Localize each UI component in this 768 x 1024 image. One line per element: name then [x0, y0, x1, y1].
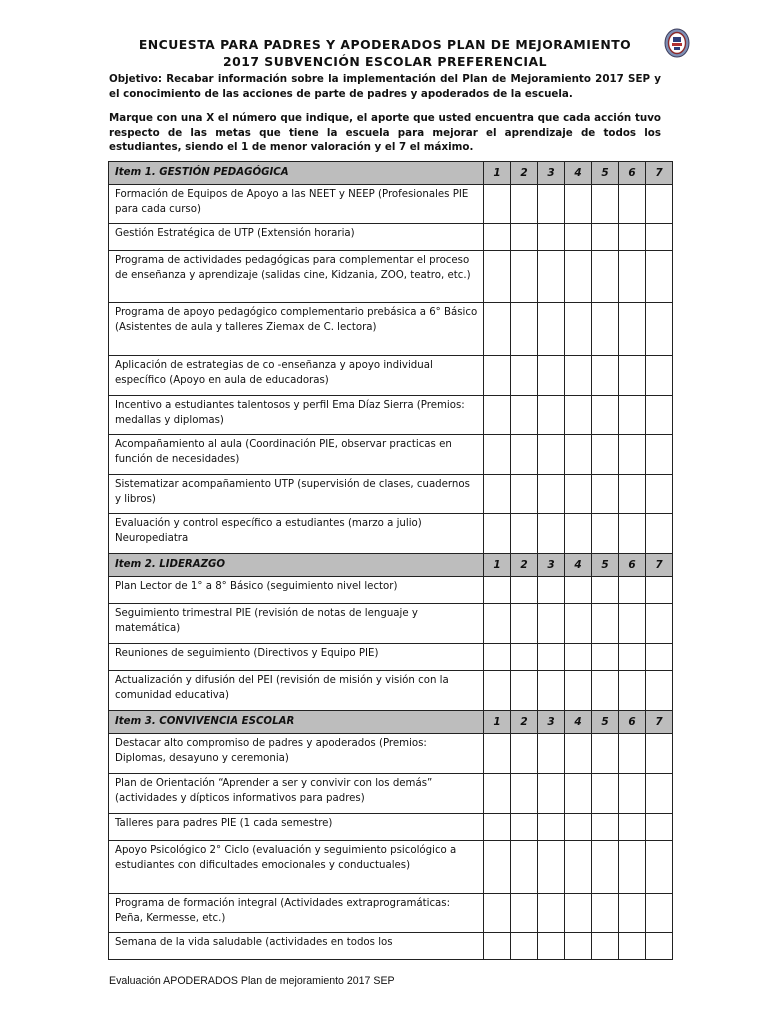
- survey-item-row: [109, 185, 673, 224]
- rating-cell-6[interactable]: [619, 356, 646, 396]
- title-line-1: ENCUESTA PARA PADRES Y APODERADOS PLAN DE MEJORAMIENTO: [138, 37, 632, 52]
- rating-cell-2[interactable]: [511, 185, 538, 224]
- rating-cell-4[interactable]: [565, 185, 592, 224]
- scale-header-5: 5: [592, 162, 619, 185]
- rating-cell-5[interactable]: [592, 185, 619, 224]
- survey-item-row: [109, 514, 673, 554]
- survey-item-label: Programa de apoyo pedagógico complementario prebásica a 6° Básico (Asistentes de aula y talleres Ziemax de C. lectora): [109, 303, 484, 356]
- survey-item-label: Talleres para padres PIE (1 cada semestre): [109, 814, 484, 841]
- rating-cell-6[interactable]: [619, 671, 646, 711]
- rating-cell-1[interactable]: [484, 185, 511, 224]
- rating-cell-1[interactable]: [484, 814, 511, 841]
- survey-item-label: Formación de Equipos de Apoyo a las NEET y NEEP (Profesionales PIE para cada curso): [109, 185, 484, 224]
- rating-cell-2[interactable]: [511, 251, 538, 303]
- rating-cell-6[interactable]: [619, 814, 646, 841]
- survey-item-label: Seguimiento trimestral PIE (revisión de notas de lenguaje y matemática): [109, 604, 484, 644]
- survey-item-row: [109, 894, 673, 933]
- survey-item-row: [109, 814, 673, 841]
- survey-item-row: [109, 435, 673, 475]
- rating-cell-5[interactable]: [592, 435, 619, 475]
- rating-cell-4[interactable]: [565, 356, 592, 396]
- survey-item-row: [109, 396, 673, 435]
- survey-item-row: [109, 303, 673, 356]
- footer-text: Evaluación APODERADOS Plan de mejoramiento 2017 SEP: [109, 975, 395, 987]
- rating-cell-3[interactable]: [538, 841, 565, 894]
- rating-cell-7[interactable]: [646, 224, 673, 251]
- rating-cell-2[interactable]: [511, 671, 538, 711]
- rating-cell-5[interactable]: [592, 303, 619, 356]
- section-header-row: [109, 554, 673, 577]
- survey-item-label: Reuniones de seguimiento (Directivos y Equipo PIE): [109, 644, 484, 671]
- rating-cell-2[interactable]: [511, 774, 538, 814]
- scale-header-4: 4: [565, 554, 592, 577]
- rating-cell-3[interactable]: [538, 774, 565, 814]
- rating-cell-4[interactable]: [565, 251, 592, 303]
- rating-cell-4[interactable]: [565, 604, 592, 644]
- rating-cell-7[interactable]: [646, 514, 673, 554]
- rating-cell-2[interactable]: [511, 644, 538, 671]
- rating-cell-3[interactable]: [538, 644, 565, 671]
- rating-cell-1[interactable]: [484, 475, 511, 514]
- rating-cell-7[interactable]: [646, 185, 673, 224]
- survey-item-row: [109, 251, 673, 303]
- rating-cell-7[interactable]: [646, 814, 673, 841]
- rating-cell-7[interactable]: [646, 396, 673, 435]
- survey-item-label: Evaluación y control específico a estudiantes (marzo a julio) Neuropediatra: [109, 514, 484, 554]
- rating-cell-7[interactable]: [646, 577, 673, 604]
- school-crest-icon: [664, 28, 690, 58]
- rating-cell-2[interactable]: [511, 435, 538, 475]
- scale-header-3: 3: [538, 711, 565, 734]
- rating-cell-1[interactable]: [484, 435, 511, 475]
- survey-table: [108, 161, 673, 960]
- survey-item-label: Apoyo Psicológico 2° Ciclo (evaluación y seguimiento psicológico a estudiantes con dificultades emocionales y conductuales): [109, 841, 484, 894]
- rating-cell-4[interactable]: [565, 734, 592, 774]
- rating-cell-2[interactable]: [511, 356, 538, 396]
- rating-cell-7[interactable]: [646, 894, 673, 933]
- rating-cell-4[interactable]: [565, 435, 592, 475]
- survey-item-label: Acompañamiento al aula (Coordinación PIE, observar practicas en función de necesidades): [109, 435, 484, 475]
- scale-header-3: 3: [538, 554, 565, 577]
- rating-cell-3[interactable]: [538, 356, 565, 396]
- rating-cell-1[interactable]: [484, 604, 511, 644]
- survey-item-row: [109, 774, 673, 814]
- scale-header-2: 2: [511, 554, 538, 577]
- rating-cell-3[interactable]: [538, 303, 565, 356]
- rating-cell-2[interactable]: [511, 894, 538, 933]
- survey-item-row: [109, 475, 673, 514]
- rating-cell-2[interactable]: [511, 734, 538, 774]
- rating-cell-3[interactable]: [538, 224, 565, 251]
- rating-cell-6[interactable]: [619, 435, 646, 475]
- rating-cell-6[interactable]: [619, 251, 646, 303]
- rating-cell-3[interactable]: [538, 185, 565, 224]
- scale-header-1: 1: [484, 162, 511, 185]
- rating-cell-5[interactable]: [592, 514, 619, 554]
- rating-cell-7[interactable]: [646, 435, 673, 475]
- survey-item-row: [109, 734, 673, 774]
- rating-cell-2[interactable]: [511, 475, 538, 514]
- rating-cell-6[interactable]: [619, 514, 646, 554]
- scale-header-2: 2: [511, 711, 538, 734]
- rating-cell-4[interactable]: [565, 841, 592, 894]
- rating-cell-1[interactable]: [484, 734, 511, 774]
- survey-item-row: [109, 356, 673, 396]
- rating-cell-4[interactable]: [565, 933, 592, 960]
- rating-cell-7[interactable]: [646, 356, 673, 396]
- rating-cell-1[interactable]: [484, 577, 511, 604]
- rating-cell-2[interactable]: [511, 303, 538, 356]
- rating-cell-3[interactable]: [538, 475, 565, 514]
- rating-cell-3[interactable]: [538, 251, 565, 303]
- scale-header-1: 1: [484, 711, 511, 734]
- section-header-row: [109, 711, 673, 734]
- rating-cell-7[interactable]: [646, 774, 673, 814]
- survey-item-label: Plan Lector de 1° a 8° Básico (seguimiento nivel lector): [109, 577, 484, 604]
- rating-cell-5[interactable]: [592, 356, 619, 396]
- rating-cell-3[interactable]: [538, 894, 565, 933]
- rating-cell-7[interactable]: [646, 734, 673, 774]
- rating-cell-1[interactable]: [484, 356, 511, 396]
- survey-item-row: [109, 224, 673, 251]
- rating-cell-4[interactable]: [565, 475, 592, 514]
- section-header-row: [109, 162, 673, 185]
- rating-cell-5[interactable]: [592, 475, 619, 514]
- rating-cell-2[interactable]: [511, 224, 538, 251]
- rating-cell-3[interactable]: [538, 814, 565, 841]
- survey-item-label: Programa de actividades pedagógicas para complementar el proceso de enseñanza y aprendizaje (salidas cine, Kidzania, ZOO, teatro, etc.): [109, 251, 484, 303]
- rating-cell-4[interactable]: [565, 396, 592, 435]
- rating-cell-4[interactable]: [565, 224, 592, 251]
- rating-cell-5[interactable]: [592, 774, 619, 814]
- survey-item-label: Semana de la vida saludable (actividades en todos los: [109, 933, 484, 960]
- section-title: Item 3. CONVIVENCIA ESCOLAR: [109, 711, 484, 734]
- rating-cell-6[interactable]: [619, 774, 646, 814]
- rating-cell-3[interactable]: [538, 734, 565, 774]
- rating-cell-3[interactable]: [538, 933, 565, 960]
- scale-header-7: 7: [646, 711, 673, 734]
- rating-cell-1[interactable]: [484, 671, 511, 711]
- rating-cell-4[interactable]: [565, 814, 592, 841]
- rating-cell-3[interactable]: [538, 396, 565, 435]
- rating-cell-3[interactable]: [538, 514, 565, 554]
- scale-header-7: 7: [646, 162, 673, 185]
- rating-cell-2[interactable]: [511, 814, 538, 841]
- rating-cell-5[interactable]: [592, 933, 619, 960]
- survey-item-label: Programa de formación integral (Actividades extraprogramáticas: Peña, Kermesse, etc.): [109, 894, 484, 933]
- survey-item-label: Aplicación de estrategias de co -enseñanza y apoyo individual específico (Apoyo en aula de educadoras): [109, 356, 484, 396]
- rating-cell-1[interactable]: [484, 841, 511, 894]
- rating-cell-2[interactable]: [511, 841, 538, 894]
- survey-item-row: [109, 671, 673, 711]
- rating-cell-3[interactable]: [538, 604, 565, 644]
- section-title: Item 1. GESTIÓN PEDAGÓGICA: [109, 162, 484, 185]
- rating-cell-5[interactable]: [592, 814, 619, 841]
- scale-header-5: 5: [592, 554, 619, 577]
- objective-text: Objetivo: Recabar información sobre la implementación del Plan de Mejoramiento 2017 SEP y el conocimiento de las acciones de parte de padres y apoderados de la escuela.: [109, 73, 661, 100]
- rating-cell-6[interactable]: [619, 933, 646, 960]
- rating-cell-1[interactable]: [484, 396, 511, 435]
- rating-cell-4[interactable]: [565, 514, 592, 554]
- rating-cell-4[interactable]: [565, 671, 592, 711]
- survey-item-label: Gestión Estratégica de UTP (Extensión horaria): [109, 224, 484, 251]
- rating-cell-6[interactable]: [619, 303, 646, 356]
- survey-item-row: [109, 644, 673, 671]
- section-title: Item 2. LIDERAZGO: [109, 554, 484, 577]
- rating-cell-6[interactable]: [619, 224, 646, 251]
- rating-cell-1[interactable]: [484, 303, 511, 356]
- scale-header-6: 6: [619, 711, 646, 734]
- rating-cell-7[interactable]: [646, 671, 673, 711]
- rating-cell-2[interactable]: [511, 933, 538, 960]
- rating-cell-1[interactable]: [484, 644, 511, 671]
- instructions-text: Marque con una X el número que indique, el aporte que usted encuentra que cada acción tuvo respecto de las metas que tiene la escuela para mejorar el aprendizaje de todos los estudiantes, siendo el 1 de menor valoración y el 7 el máximo.: [109, 112, 661, 153]
- scale-header-3: 3: [538, 162, 565, 185]
- scale-header-7: 7: [646, 554, 673, 577]
- rating-cell-2[interactable]: [511, 514, 538, 554]
- scale-header-2: 2: [511, 162, 538, 185]
- rating-cell-6[interactable]: [619, 577, 646, 604]
- survey-item-label: Incentivo a estudiantes talentosos y perfil Ema Díaz Sierra (Premios: medallas y diplomas): [109, 396, 484, 435]
- rating-cell-2[interactable]: [511, 396, 538, 435]
- rating-cell-3[interactable]: [538, 671, 565, 711]
- rating-cell-5[interactable]: [592, 671, 619, 711]
- document-title: [95, 36, 675, 70]
- rating-cell-4[interactable]: [565, 894, 592, 933]
- rating-cell-6[interactable]: [619, 475, 646, 514]
- rating-cell-7[interactable]: [646, 604, 673, 644]
- rating-cell-2[interactable]: [511, 604, 538, 644]
- rating-cell-7[interactable]: [646, 644, 673, 671]
- rating-cell-5[interactable]: [592, 894, 619, 933]
- rating-cell-5[interactable]: [592, 577, 619, 604]
- rating-cell-7[interactable]: [646, 933, 673, 960]
- rating-cell-6[interactable]: [619, 734, 646, 774]
- rating-cell-5[interactable]: [592, 251, 619, 303]
- scale-header-6: 6: [619, 554, 646, 577]
- rating-cell-6[interactable]: [619, 604, 646, 644]
- rating-cell-5[interactable]: [592, 841, 619, 894]
- rating-cell-5[interactable]: [592, 734, 619, 774]
- rating-cell-1[interactable]: [484, 933, 511, 960]
- rating-cell-4[interactable]: [565, 303, 592, 356]
- survey-item-row: [109, 841, 673, 894]
- survey-item-row: [109, 933, 673, 960]
- rating-cell-6[interactable]: [619, 644, 646, 671]
- scale-header-4: 4: [565, 162, 592, 185]
- rating-cell-7[interactable]: [646, 303, 673, 356]
- rating-cell-1[interactable]: [484, 774, 511, 814]
- rating-cell-1[interactable]: [484, 894, 511, 933]
- rating-cell-4[interactable]: [565, 577, 592, 604]
- survey-item-label: Sistematizar acompañamiento UTP (supervisión de clases, cuadernos y libros): [109, 475, 484, 514]
- survey-item-row: [109, 604, 673, 644]
- scale-header-1: 1: [484, 554, 511, 577]
- rating-cell-6[interactable]: [619, 185, 646, 224]
- rating-cell-6[interactable]: [619, 841, 646, 894]
- scale-header-6: 6: [619, 162, 646, 185]
- rating-cell-3[interactable]: [538, 577, 565, 604]
- survey-item-label: Actualización y difusión del PEI (revisión de misión y visión con la comunidad educativa): [109, 671, 484, 711]
- rating-cell-6[interactable]: [619, 894, 646, 933]
- rating-cell-5[interactable]: [592, 604, 619, 644]
- rating-cell-5[interactable]: [592, 396, 619, 435]
- survey-item-label: Plan de Orientación “Aprender a ser y convivir con los demás” (actividades y dípticos informativos para padres): [109, 774, 484, 814]
- rating-cell-2[interactable]: [511, 577, 538, 604]
- survey-item-label: Destacar alto compromiso de padres y apoderados (Premios: Diplomas, desayuno y ceremonia): [109, 734, 484, 774]
- rating-cell-7[interactable]: [646, 841, 673, 894]
- rating-cell-7[interactable]: [646, 251, 673, 303]
- survey-item-row: [109, 577, 673, 604]
- rating-cell-6[interactable]: [619, 396, 646, 435]
- rating-cell-5[interactable]: [592, 224, 619, 251]
- rating-cell-3[interactable]: [538, 435, 565, 475]
- rating-cell-5[interactable]: [592, 644, 619, 671]
- rating-cell-4[interactable]: [565, 774, 592, 814]
- rating-cell-4[interactable]: [565, 644, 592, 671]
- rating-cell-1[interactable]: [484, 251, 511, 303]
- rating-cell-7[interactable]: [646, 475, 673, 514]
- rating-cell-1[interactable]: [484, 514, 511, 554]
- title-line-2: 2017 SUBVENCIÓN ESCOLAR PREFERENCIAL: [222, 54, 547, 69]
- scale-header-4: 4: [565, 711, 592, 734]
- rating-cell-1[interactable]: [484, 224, 511, 251]
- scale-header-5: 5: [592, 711, 619, 734]
